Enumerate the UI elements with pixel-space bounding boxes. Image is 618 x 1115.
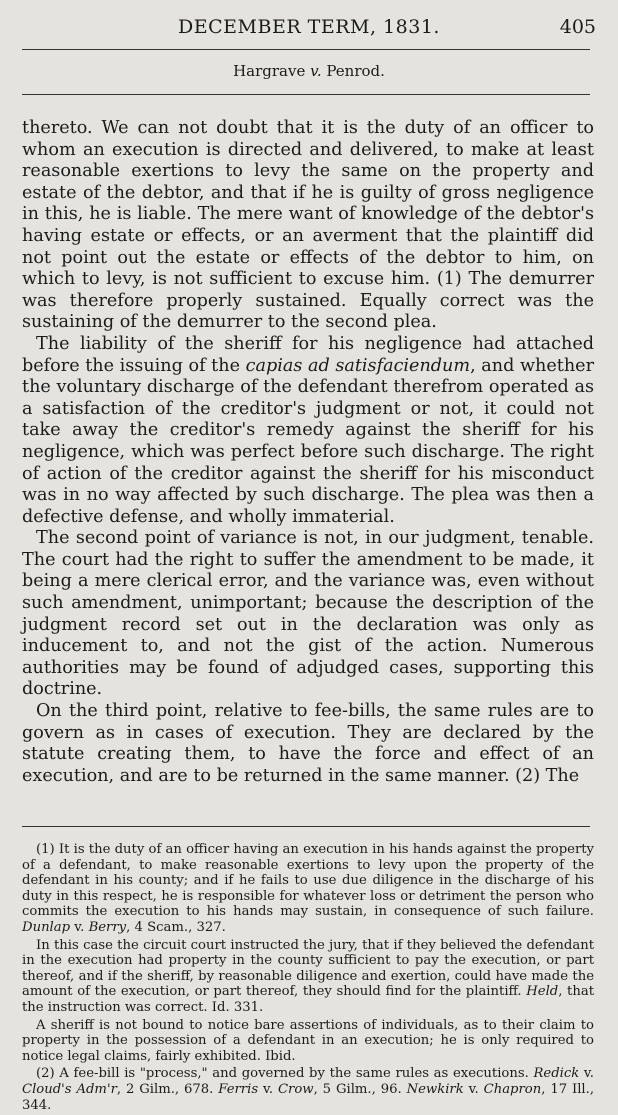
citation-party: Berry (88, 919, 127, 935)
footnote-4-text: (2) A fee-bill is "process," and governed by the same rules as executions. (36, 1066, 534, 1082)
citation-reporter: , 5 Gilm., 96. (313, 1081, 407, 1097)
paragraph-4: On the third point, relative to fee-bills, the same rules are to govern as in cases of execution. They are declared by the statute creating them, to have the force and effect of an execution, and are to be returned in the same manner. (2) The (22, 701, 594, 786)
running-title: DECEMBER TERM, 1831. (178, 16, 440, 38)
citation-versus: v. (70, 919, 89, 935)
citation-party: Dunlap (22, 919, 71, 935)
case-title-plaintiff: Hargrave (233, 62, 311, 80)
citation-party: Chapron (483, 1081, 542, 1097)
footnote-1-continued (22, 938, 594, 1016)
footnote-2-end: , that the instruction was correct. Id. 331. (22, 984, 595, 1015)
paragraph-2 (22, 334, 594, 528)
citation-versus: v. (258, 1081, 278, 1097)
case-title-versus: v. (310, 62, 322, 80)
citation-versus: v. (463, 1081, 484, 1097)
footnote-1-sheriff: A sheriff is not bound to notice bare assertions of individuals, as to their claim to property in the possession of a defendant in an execution; he is only required to notice legal claims, fairly exhibited. Ibid. (22, 1017, 594, 1064)
citation-versus: v. (579, 1066, 594, 1082)
page-number: 405 (559, 16, 596, 38)
paragraph-2-end: , and whether the voluntary discharge of the defendant therefrom operated as a satisfaction of the creditor's judgment or not, it could not take away the creditor's remedy against the sheriff for his negligence, which was perfect before such discharge. The right of action of the creditor against the sheriff for his misconduct was in no way affected by such discharge. The plea was then a defective defense, and wholly immaterial. (22, 355, 594, 527)
footnote-2-text: In this case the circuit court instructed the jury, that if they believed the defendant in the execution had property in the county sufficient to pay the execution, or part thereof, and if the sheriff, by reasonable diligence and exertion, could have made the amount of the execution, or part thereof, they should find for the plaintiff. (22, 937, 594, 1000)
footnotes (22, 842, 594, 1115)
citation-party: Ferris (218, 1081, 259, 1097)
citation-reporter: , 2 Gilm., 678. (116, 1081, 219, 1097)
page-header (0, 14, 618, 46)
case-title-defendant: Penrod. (321, 62, 385, 80)
citation-reporter: , 4 Scam., 327. (126, 919, 226, 935)
footnote-1 (22, 842, 594, 936)
paragraph-2-start: The liability of the sheriff for his negligence had attached before the issuing of the (22, 333, 594, 376)
footnote-1-text: (1) It is the duty of an officer having an execution in his hands against the property of a defendant, to make reasonable exertions to levy upon the property of the defendant in his county; and if he fails to use due diligence in the discharge of his duty in this respect, he is responsible for whatever loss or detriment the person who commits the execution to his hands may sustain, in consequence of such failure. (22, 842, 594, 920)
paragraph-3: The second point of variance is not, in our judgment, tenable. The court had the right to suffer the amendment to be made, it being a mere clerical error, and the variance was, even without such amendment, unimportant; because the description of the judgment record set out in the declaration was only as inducement to, and not the gist of the action. Numerous authorities may be found of adjudged cases, supporting this doctrine. (22, 528, 594, 700)
held-label: Held (526, 984, 559, 1000)
paragraph-1: thereto. We can not doubt that it is the duty of an officer to whom an execution is directed and delivered, to make at least reasonable exertions to levy the same on the property and estate of the debtor, and that if he is guilty of gross negligence in this, he is liable. The mere want of knowledge of the debtor's having estate or effects, or an averment that the plaintiff did not point out the estate or effects of the debtor to him, on which to levy, is not sufficient to excuse him. (1) The demurrer was therefore properly sustained. Equally correct was the sustaining of the demurrer to the second plea. (22, 118, 594, 333)
citation-party: Newkirk (406, 1081, 464, 1097)
header-rule (22, 49, 590, 50)
citation-party: Cloud's Adm'r (22, 1081, 117, 1097)
citation-reporter: , 17 Ill., 344. (22, 1081, 595, 1113)
citation-party: Crow (277, 1081, 314, 1097)
footnote-2 (22, 1066, 594, 1113)
writ-name: capias ad satisfaciendum (245, 355, 471, 376)
opinion-text (22, 118, 594, 787)
case-title (0, 62, 618, 80)
footnote-rule (22, 826, 590, 827)
citation-party: Redick (533, 1066, 580, 1082)
case-title-rule (22, 94, 590, 95)
